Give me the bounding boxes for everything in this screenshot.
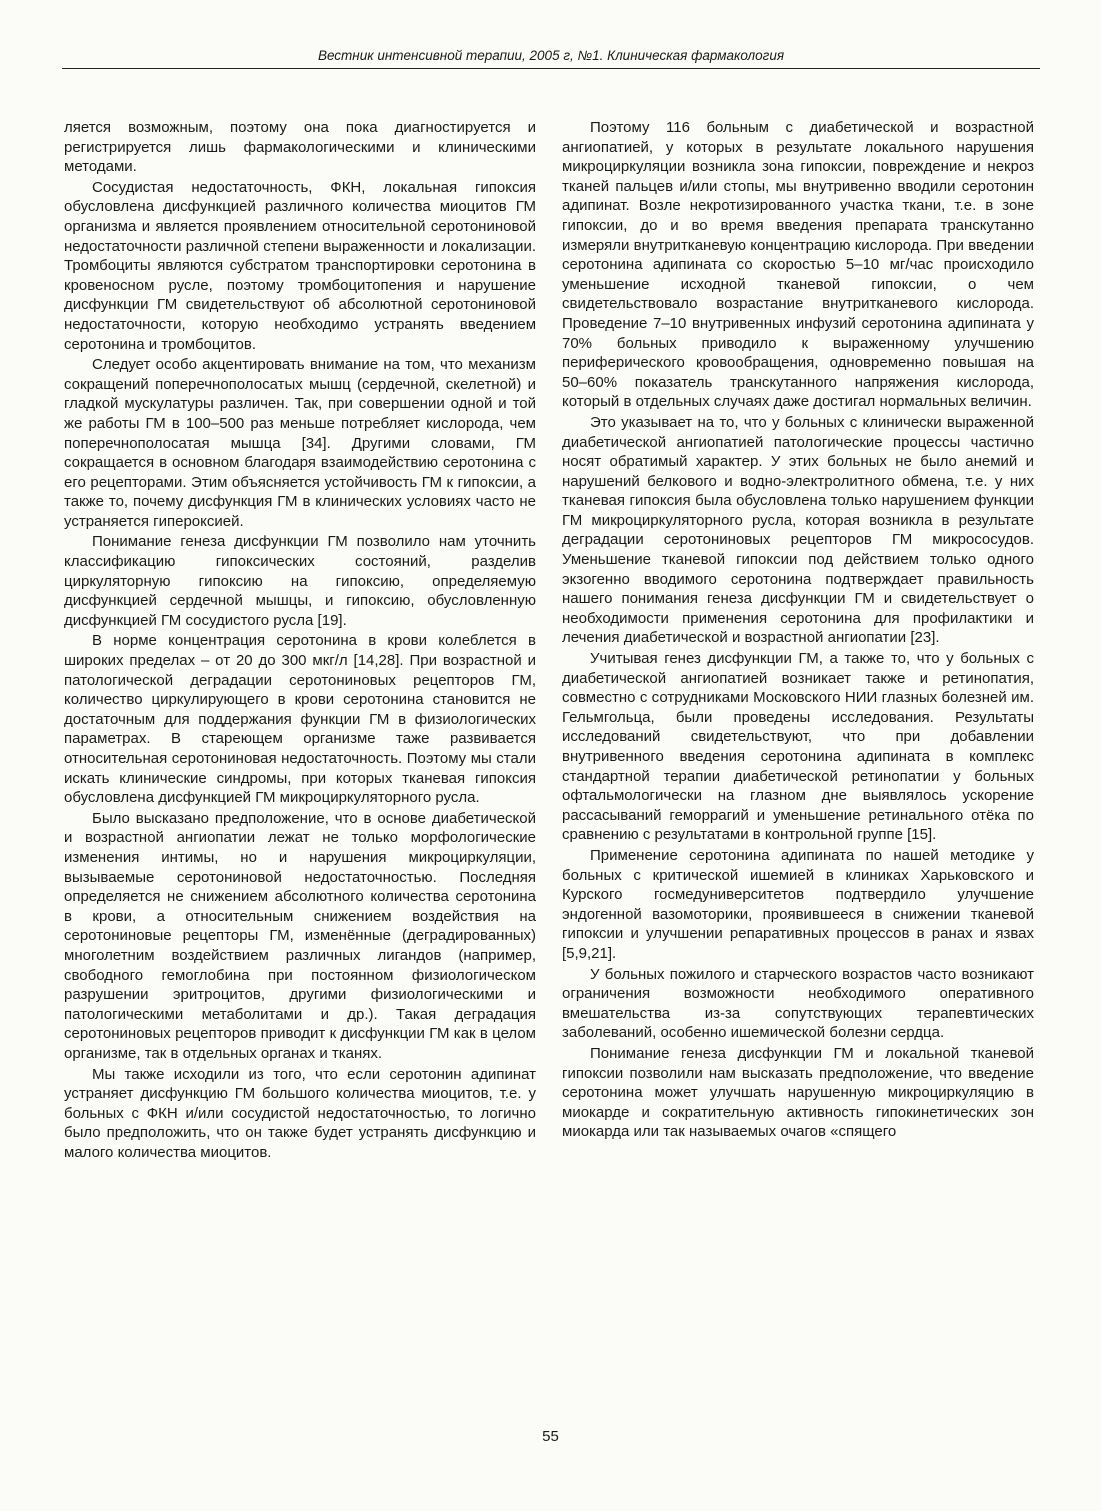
paragraph: Поэтому 116 больным с диабетической и возрастной ангиопатией, у которых в результате локального нарушения микроциркуляции возникла зона гипоксии, повреждение и некроз тканей пальцев и/или стопы, мы внутривенно вводили серотонин адипинат. Возле некротизированного участка ткани, т.е. в зоне гипоксии, до и во время введения препарата транскутанно измеряли внутритканевую концентрацию кислорода. При введении серотонина адипината со скоростью 5–10 мг/час происходило уменьшение исходной тканевой гипоксии, о чем свидетельствовало возрастание внутритканевого кислорода. Проведение 7–10 внутривенных инфузий серотонина адипината у 70% больных приводило к выраженному улучшению периферического кровообращения, одновременно повышая на 50–60% показатель транскутанного напряжения кислорода, который в отдельных случаях даже достигал нормальных величин. bbox=[562, 119, 1034, 411]
paragraph: Это указывает на то, что у больных с клинически выраженной диабетической ангиопатией патологические процессы частично носят обратимый характер. У этих больных не было анемий и нарушений белкового и водно-электролитного обмена, т.е. у них тканевая гипоксия была обусловлена только нарушением функции ГМ микроциркуляторного русла, которая возникла в результате деградации серотониновых рецепторов ГМ микрососудов. Уменьшение тканевой гипоксии под действием только одного экзогенно вводимого серотонина подтверждает правильность нашего понимания генеза дисфункции ГМ и свидетельствует о необходимости применения серотонина для профилактики и лечения диабетической и возрастной ангиопатии [23]. bbox=[562, 413, 1034, 647]
left-column bbox=[64, 118, 536, 1163]
running-header: Вестник интенсивной терапии, 2005 г, №1. Клиническая фармакология bbox=[62, 48, 1040, 69]
paragraph: ляется возможным, поэтому она пока диагностируется и регистрируется лишь фармакологическими и клиническими методами. bbox=[64, 119, 536, 176]
paragraph: Было высказано предположение, что в основе диабетической и возрастной ангиопатии лежат не только морфологические изменения интимы, но и нарушения микроциркуляции, вызываемые серотониновой недостаточностью. Последняя определяется не снижением абсолютного количества серотонина в крови, а относительным снижением воздействия на серотониновые рецепторы ГМ, изменённые (деградированных) многолетним воздействием различных лигандов (например, свободного гемоглобина при постоянном физиологическом разрушении эритроцитов, другими физиологическими и патологическими метаболитами и др.). Такая деградация серотониновых рецепторов приводит к дисфункции ГМ как в целом организме, так в отдельных органах и тканях. bbox=[64, 809, 536, 1062]
page-number: 55 bbox=[542, 1428, 559, 1445]
right-column bbox=[562, 118, 1034, 1143]
paragraph: Мы также исходили из того, что если серотонин адипинат устраняет дисфункцию ГМ большого количества миоцитов, т.е. у больных с ФКН и/или сосудистой недостаточностью, то логично было предположить, что он также будет устранять дисфункцию и малого количества миоцитов. bbox=[64, 1065, 536, 1161]
paragraph: В норме концентрация серотонина в крови колеблется в широких пределах – от 20 до 300 мкг/л [14,28]. При возрастной и патологической деградации серотониновых рецепторов ГМ, количество циркулирующего в крови серотонина становится не достаточным для поддержания функции ГМ в физиологических параметрах. В стареющем организме таже развивается относительная серотониновая недостаточность. Поэтому мы стали искать клинические синдромы, при которых тканевая гипоксия обусловлена дисфункцией ГМ микроциркуляторного русла. bbox=[64, 632, 536, 807]
paragraph: У больных пожилого и старческого возрастов часто возникают ограничения возможности необходимого оперативного вмешательства из-за сопутствующих терапевтических заболеваний, особенно ишемической болезни сердца. bbox=[562, 965, 1034, 1042]
paragraph: Сосудистая недостаточность, ФКН, локальная гипоксия обусловлена дисфункцией различного количества миоцитов ГМ организма и является проявлением относительной серотониновой недостаточности различной степени выраженности и локализации. Тромбоциты являются субстратом транспортировки серотонина в кровеносном русле, поэтому тромбоцитопения и нарушение дисфункции ГМ свидетельствуют об абсолютной серотониновой недостаточности, которую необходимо устранять введением серотонина и тромбоцитов. bbox=[64, 178, 536, 353]
paragraph: Применение серотонина адипината по нашей методике у больных с критической ишемией в клиниках Харьковского и Курского госмедуниверситетов подтвердило улучшение эндогенной вазомоторики, проявившееся в снижении тканевой гипоксии и улучшении репаративных процессов в ранах и язвах [5,9,21]. bbox=[562, 846, 1034, 962]
paragraph: Понимание генеза дисфункции ГМ и локальной тканевой гипоксии позволили нам высказать предположение, что введение серотонина может улучшать нарушенную микроциркуляцию в миокарде и сократительную активность гипокинетических зон миокарда или так называемых очагов «спящего bbox=[562, 1044, 1034, 1141]
paragraph: Понимание генеза дисфункции ГМ позволило нам уточнить классификацию гипоксических состояний, разделив циркуляторную гипоксию на гипоксию, определяемую дисфункцией сердечной мышцы, и гипоксию, обусловленную дисфункцией ГМ сосудистого русла [19]. bbox=[64, 533, 536, 629]
paragraph: Учитывая генез дисфункции ГМ, а также то, что у больных с диабетической ангиопатией возникает также и ретинопатия, совместно с сотрудниками Московского НИИ глазных болезней им. Гельмгольца, были проведены исследования. Результаты исследований свидетельствуют, что при добавлении внутривенного введения серотонина адипината в комплекс стандартной терапии диабетической ретинопатии у больных офтальмологически на глазном дне выявлялось ускорение рассасываний геморрагий и уменьшение ретинального отёка по сравнению с результатами в контрольной группе [15]. bbox=[562, 650, 1034, 844]
paragraph: Следует особо акцентировать внимание на том, что механизм сокращений поперечнополосатых мышц (сердечной, скелетной) и гладкой мускулатуры различен. Так, при совершении одной и той же работы ГМ в 100–500 раз меньше потребляет кислорода, чем поперечнополосатая мышца [34]. Другими словами, ГМ сокращается в основном благодаря взаимодействию серотонина с его рецепторами. Этим объясняется устойчивость ГМ к гипоксии, а также то, почему дисфункция ГМ в клинических условиях часто не устраняется гипероксией. bbox=[64, 356, 536, 530]
